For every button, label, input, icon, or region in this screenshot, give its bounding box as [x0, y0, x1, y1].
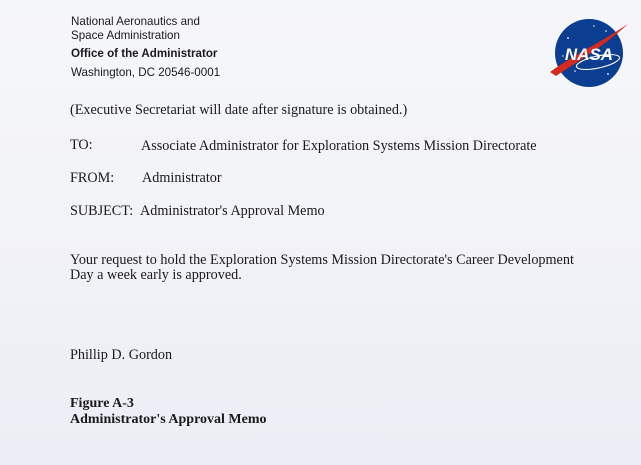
agency-name-line1: National Aeronautics and	[71, 15, 200, 28]
figure-caption: Administrator's Approval Memo	[70, 412, 267, 427]
agency-name-line2: Space Administration	[71, 29, 180, 42]
subject-label: SUBJECT:	[70, 203, 134, 219]
date-note: (Executive Secretariat will date after signature is obtained.)	[70, 102, 408, 118]
from-value: Administrator	[142, 170, 222, 186]
office-name: Office of the Administrator	[71, 47, 218, 60]
figure-number: Figure A-3	[70, 396, 134, 411]
from-label: FROM:	[70, 170, 115, 186]
nasa-logo-icon	[548, 16, 630, 90]
body-line2: Day a week early is approved.	[70, 267, 242, 283]
to-label: TO:	[70, 137, 93, 153]
office-address: Washington, DC 20546-0001	[71, 66, 221, 79]
to-value: Associate Administrator for Exploration Systems Mission Directorate	[141, 138, 537, 154]
signature-name: Phillip D. Gordon	[70, 347, 173, 363]
nasa-logo-text: NASA	[564, 45, 614, 64]
subject-value: Administrator's Approval Memo	[140, 203, 325, 219]
body-line1: Your request to hold the Exploration Systems Mission Directorate's Career Development	[70, 252, 574, 268]
